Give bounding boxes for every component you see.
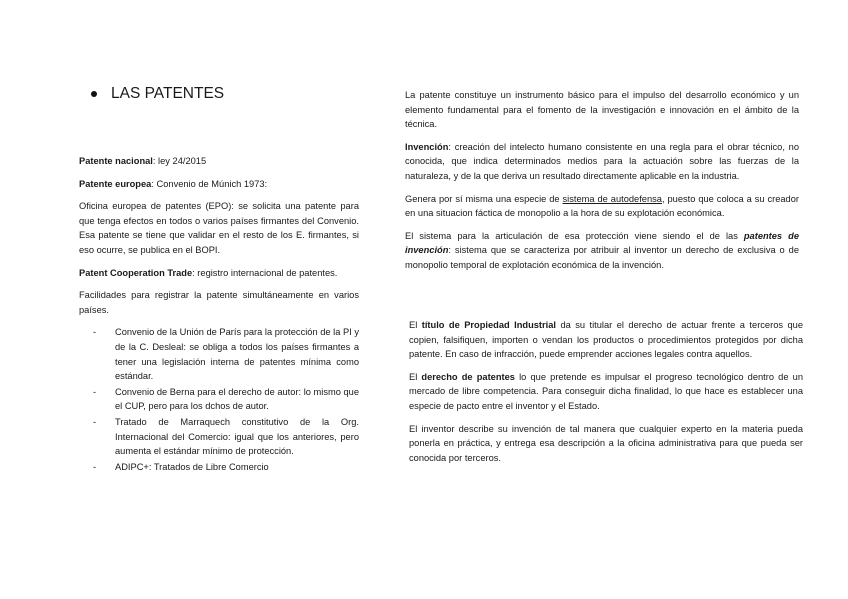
pct-paragraph (79, 266, 359, 281)
list-item (79, 325, 359, 383)
page-title (79, 84, 359, 104)
title-text: LAS PATENTES (111, 85, 225, 102)
invencion-label: Invención (405, 141, 449, 152)
dash-marker: - (93, 386, 97, 397)
derecho-text-c: lo que pretende es impulsar el progreso tecnológico dentro de un mercado de libre competencia. Para conseguir dicha finalidad, lo que hace es establecer una especie de pacto entre el inventor y el Estado. (409, 371, 803, 411)
derecho-bold: derecho de patentes (421, 371, 515, 382)
patente-europea-text: : Convenio de Múnich 1973: (151, 178, 268, 189)
left-column (79, 84, 359, 475)
dash-marker: - (93, 416, 97, 427)
autodefensa-text-b: , puesto que coloca a su creador en una situacion fáctica de monopolio a la hora de su explotación económica. (405, 193, 799, 219)
inventor-paragraph: El inventor describe su invención de tal manera que cualquier experto en la materia pueda ponerla en práctica, y entrega esa descripción a la oficina administrativa para que pueda ser conocida por terceros. (409, 423, 803, 463)
pct-label: Patent Cooperation Trade (79, 267, 193, 278)
right-column-top (405, 88, 799, 281)
invencion-paragraph (405, 140, 799, 184)
list-item-text: Tratado de Marraquech constitutivo de la Org. Internacional del Comercio: igual que los anteriores, pero aumenta el estándar mínimo de protección. (115, 416, 359, 457)
oficina-europea-paragraph: Oficina europea de patentes (EPO): se solicita una patente para que tenga efectos en todos o varios países firmantes del Convenio. Esa patente se tiene que validar en el resto de los E. firmantes, si eso ocurre, se publica en el BOPI. (79, 201, 359, 255)
autodefensa-underlined: sistema de autodefensa (562, 193, 662, 204)
autodefensa-paragraph (405, 192, 799, 221)
derecho-paragraph (409, 370, 803, 414)
bullet-icon (91, 91, 97, 97)
sistema-text-a: El sistema para la articulación de esa protección viene siendo el de las (405, 230, 744, 241)
patente-europea-label: Patente europea (79, 178, 152, 189)
sistema-text-b: : sistema que se caracteriza por atribuir al inventor un derecho de exclusiva o de monopolio temporal de explotación económica de la invención. (405, 245, 799, 270)
list-item (79, 415, 359, 459)
titulo-text-a: El (409, 320, 422, 330)
patente-nacional-label: Patente nacional (79, 156, 153, 166)
intro-paragraph: La patente constituye un instrumento básico para el impulso del desarrollo económico y un elemento fundamental para el fomento de la investigación e innovación en el ámbito de la técnica. (405, 90, 799, 130)
list-item (79, 460, 359, 475)
derecho-text-a: El (409, 371, 422, 382)
list-item-text: Convenio de Berna para el derecho de autor: lo mismo que el CUP, pero para los dchos de autor. (115, 386, 359, 412)
dash-marker: - (93, 327, 97, 338)
convenios-list (79, 325, 359, 474)
dash-marker: - (93, 461, 97, 472)
titulo-bold: título de Propiedad Industrial (421, 320, 556, 330)
patente-nacional-text: : ley 24/2015 (152, 156, 207, 166)
patente-europea (79, 177, 359, 192)
list-item (79, 385, 359, 414)
autodefensa-text-a: Genera por sí misma una especie de (405, 193, 563, 204)
facilidades-paragraph: Facilidades para registrar la patente simultáneamente en varios países. (79, 290, 359, 315)
pct-text: : registro internacional de patentes. (192, 267, 338, 278)
titulo-text-c: da su titular el derecho de actuar frente a terceros que copien, falsifiquen, importen o vendan los productos o procedimientos protegidos por dicha patente. En caso de infracción, puede emprender acciones legales contra aquellos. (409, 320, 803, 360)
right-column-bottom (409, 318, 803, 473)
sistema-bold-italic: patentes de invención (405, 230, 799, 256)
invencion-text: : creación del intelecto humano consistente en una regla para el obrar técnico, no conocida, que indica determinados medios para la actuación sobre las fuerzas de la naturaleza, y de la que deriva un resultado directamente aplicable en la industria. (405, 141, 799, 181)
titulo-paragraph (409, 318, 803, 362)
list-item-text: ADIPC+: Tratados de Libre Comercio (115, 461, 269, 472)
list-item-text: Convenio de la Unión de París para la protección de la PI y de la C. Desleal: se obliga a todos los países firmantes a tener una legislación interna de patentes mínima como estándar. (115, 327, 359, 382)
sistema-paragraph (405, 229, 799, 273)
patente-nacional (79, 154, 359, 169)
